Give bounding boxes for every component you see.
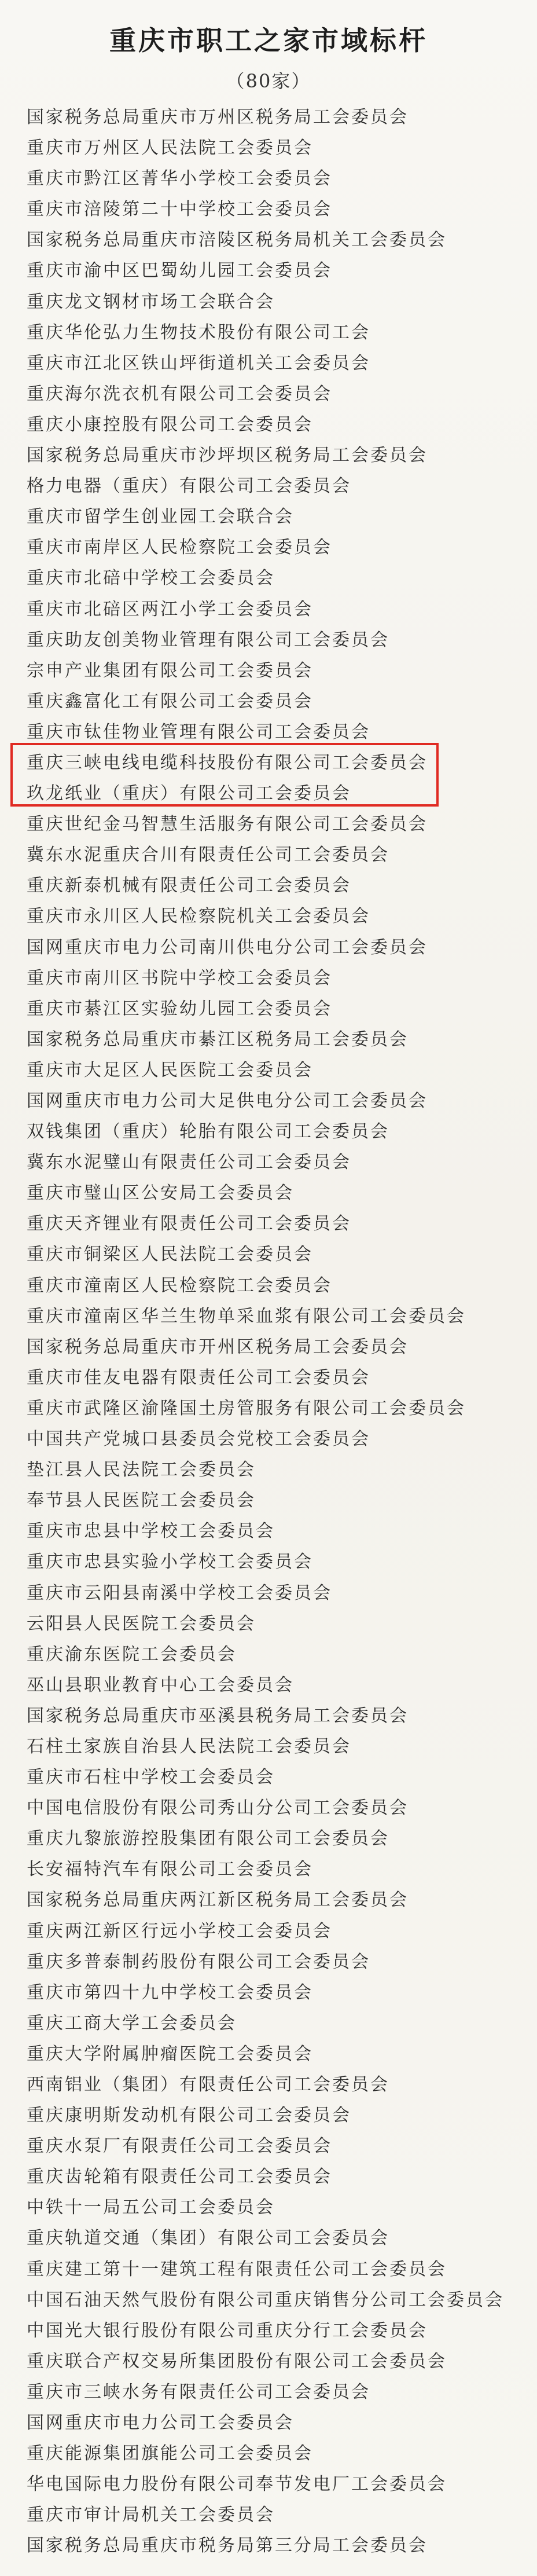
highlight-box [10, 743, 439, 807]
list-item: 重庆市璧山区公安局工会委员会 [27, 1183, 294, 1204]
list-item: 重庆市钛佳物业管理有限公司工会委员会 [27, 721, 370, 742]
list-item: 重庆天齐锂业有限责任公司工会委员会 [27, 1214, 351, 1234]
list-item: 国家税务总局重庆市万州区税务局工会委员会 [27, 107, 409, 127]
list-item: 重庆工商大学工会委员会 [27, 2013, 237, 2033]
list-item: 重庆市云阳县南溪中学校工会委员会 [27, 1582, 332, 1603]
list-item: 重庆市第四十九中学校工会委员会 [27, 1982, 313, 2003]
list-item: 重庆市南岸区人民检察院工会委员会 [27, 537, 332, 558]
page-title: 重庆市职工之家市域标杆 [109, 25, 428, 56]
list-item: 重庆联合产权交易所集团股份有限公司工会委员会 [27, 2351, 447, 2372]
list-item: 国家税务总局重庆市税务局第三分局工会委员会 [27, 2535, 428, 2556]
list-item: 重庆市涪陵第二十中学校工会委员会 [27, 199, 332, 220]
list-item: 中国光大银行股份有限公司重庆分行工会委员会 [27, 2320, 428, 2341]
list-item: 国家税务总局重庆市涪陵区税务局机关工会委员会 [27, 230, 447, 251]
list-item: 重庆市三峡水务有限责任公司工会委员会 [27, 2381, 370, 2402]
list-item: 重庆市审计局机关工会委员会 [27, 2505, 275, 2526]
list-item: 重庆市铜梁区人民法院工会委员会 [27, 1244, 313, 1265]
list-item: 国家税务总局重庆两江新区税务局工会委员会 [27, 1890, 409, 1911]
list-item: 重庆助友创美物业管理有限公司工会委员会 [27, 629, 389, 650]
list-item: 冀东水泥重庆合川有限责任公司工会委员会 [27, 845, 389, 866]
list-item: 重庆市南川区书院中学校工会委员会 [27, 968, 332, 988]
list-item: 重庆市江北区铁山坪街道机关工会委员会 [27, 353, 370, 373]
list-item: 重庆市永川区人民检察院机关工会委员会 [27, 906, 370, 927]
list-item: 垫江县人民法院工会委员会 [27, 1460, 256, 1481]
list-item: 重庆多普泰制药股份有限公司工会委员会 [27, 1951, 370, 1972]
list-item: 重庆两江新区行远小学校工会委员会 [27, 1921, 332, 1941]
list-item: 重庆小康控股有限公司工会委员会 [27, 414, 313, 435]
list-item: 重庆海尔洗衣机有限公司工会委员会 [27, 383, 332, 404]
list-item: 重庆轨道交通（集团）有限公司工会委员会 [27, 2228, 389, 2249]
list-item: 重庆市潼南区华兰生物单采血浆有限公司工会委员会 [27, 1306, 466, 1327]
list-item: 重庆渝东医院工会委员会 [27, 1644, 237, 1665]
list-item: 重庆市万州区人民法院工会委员会 [27, 138, 313, 159]
list-item: 重庆新泰机械有限责任公司工会委员会 [27, 875, 351, 896]
list-item: 重庆康明斯发动机有限公司工会委员会 [27, 2105, 351, 2126]
list-item: 重庆鑫富化工有限公司工会委员会 [27, 691, 313, 712]
list-item: 重庆世纪金马智慧生活服务有限公司工会委员会 [27, 814, 428, 835]
list-item: 重庆水泵厂有限责任公司工会委员会 [27, 2136, 332, 2157]
list-item: 国家税务总局重庆市开州区税务局工会委员会 [27, 1336, 409, 1357]
list-item: 重庆能源集团旗能公司工会委员会 [27, 2443, 313, 2464]
list-item: 重庆市忠县中学校工会委员会 [27, 1521, 275, 1542]
page-subtitle: （80家） [226, 70, 311, 92]
list-item: 国网重庆市电力公司工会委员会 [27, 2413, 294, 2434]
list-item: 重庆市佳友电器有限责任公司工会委员会 [27, 1367, 370, 1388]
list-item: 中铁十一局五公司工会委员会 [27, 2197, 275, 2218]
list-item: 中国电信股份有限公司秀山分公司工会委员会 [27, 1798, 409, 1819]
list-item: 西南铝业（集团）有限责任公司工会委员会 [27, 2075, 389, 2095]
list-item: 双钱集团（重庆）轮胎有限公司工会委员会 [27, 1122, 389, 1142]
list-item: 玖龙纸业（重庆）有限公司工会委员会 [27, 783, 351, 804]
list-item: 重庆华伦弘力生物技术股份有限公司工会 [27, 322, 370, 343]
list-item: 中国石油天然气股份有限公司重庆销售分公司工会委员会 [27, 2289, 504, 2310]
list-item: 中国共产党城口县委员会党校工会委员会 [27, 1429, 370, 1450]
list-item: 国家税务总局重庆市巫溪县税务局工会委员会 [27, 1705, 409, 1726]
list-item: 云阳县人民医院工会委员会 [27, 1613, 256, 1634]
list-item: 重庆龙文钢材市场工会联合会 [27, 291, 275, 312]
list-item: 石柱土家族自治县人民法院工会委员会 [27, 1736, 351, 1757]
list-item: 长安福特汽车有限公司工会委员会 [27, 1859, 313, 1880]
list-item: 华电国际电力股份有限公司奉节发电厂工会委员会 [27, 2474, 447, 2495]
list-item: 奉节县人民医院工会委员会 [27, 1490, 256, 1511]
list-item: 国家税务总局重庆市沙坪坝区税务局工会委员会 [27, 445, 428, 466]
list-item: 重庆市留学生创业园工会联合会 [27, 507, 294, 527]
list-item: 重庆市武隆区渝隆国土房管服务有限公司工会委员会 [27, 1398, 466, 1419]
list-item: 重庆三峡电线电缆科技股份有限公司工会委员会 [27, 752, 428, 773]
list-item: 重庆建工第十一建筑工程有限责任公司工会委员会 [27, 2259, 447, 2280]
organization-list [27, 102, 524, 2562]
list-item: 重庆市忠县实验小学校工会委员会 [27, 1552, 313, 1573]
list-item: 重庆市北碚中学校工会委员会 [27, 568, 275, 589]
list-item: 格力电器（重庆）有限公司工会委员会 [27, 476, 351, 497]
list-item: 国网重庆市电力公司大足供电分公司工会委员会 [27, 1091, 428, 1111]
list-item: 重庆市大足区人民医院工会委员会 [27, 1060, 313, 1080]
list-item: 重庆齿轮箱有限责任公司工会委员会 [27, 2167, 332, 2187]
list-item: 重庆市渝中区巴蜀幼儿园工会委员会 [27, 261, 332, 281]
list-item: 重庆市北碚区两江小学工会委员会 [27, 599, 313, 620]
list-item: 宗申产业集团有限公司工会委员会 [27, 660, 313, 681]
list-item: 重庆大学附属肿瘤医院工会委员会 [27, 2043, 313, 2064]
list-item: 重庆市潼南区人民检察院工会委员会 [27, 1275, 332, 1296]
list-item: 重庆市綦江区实验幼儿园工会委员会 [27, 998, 332, 1019]
list-item: 国网重庆市电力公司南川供电分公司工会委员会 [27, 937, 428, 958]
list-item: 巫山县职业教育中心工会委员会 [27, 1674, 294, 1695]
list-item: 重庆九黎旅游控股集团有限公司工会委员会 [27, 1829, 389, 1849]
list-item: 国家税务总局重庆市綦江区税务局工会委员会 [27, 1029, 409, 1050]
list-item: 重庆市黔江区菁华小学校工会委员会 [27, 168, 332, 189]
list-item: 重庆市石柱中学校工会委员会 [27, 1767, 275, 1788]
list-item: 冀东水泥璧山有限责任公司工会委员会 [27, 1152, 351, 1173]
